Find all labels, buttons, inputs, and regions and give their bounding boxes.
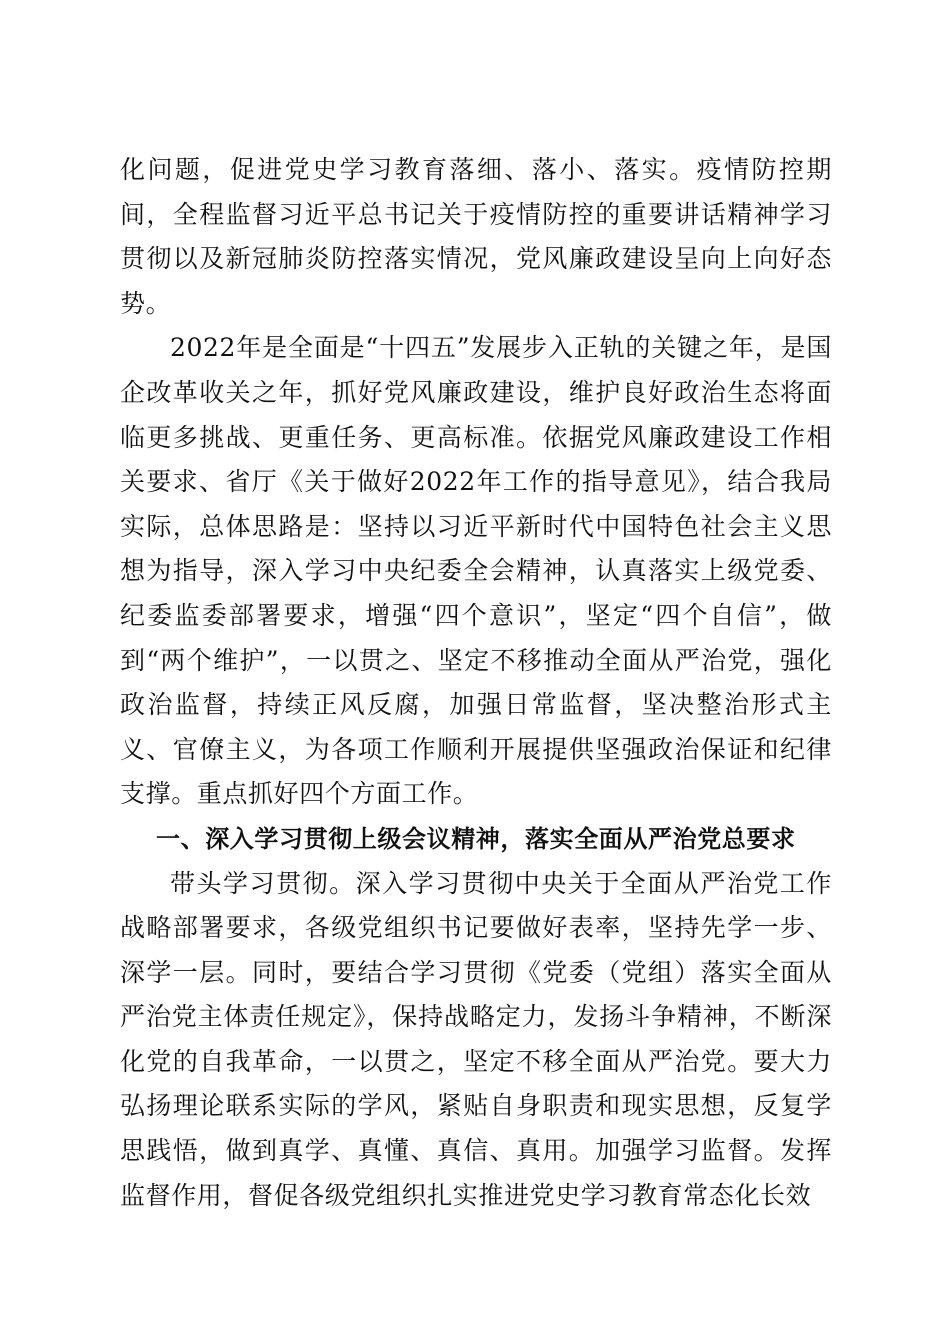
- paragraph-section-body: 带头学习贯彻。深入学习贯彻中央关于全面从严治党工作战略部署要求，各级党组织书记要做好表率，坚持先学一步、深学一层。同时，要结合学习贯彻《党委（党组）落实全面从严治党主体责任规定》，保持战略定力，发扬斗争精神，不断深化党的自我革命，一以贯之，坚定不移全面从严治党。要大力弘扬理论联系实际的学风，紧贴自身职责和现实思想，反复学思践悟，做到真学、真懂、真信、真用。加强学习监督。发挥监督作用，督促各级党组织扎实推进党史学习教育常态化长效: [120, 868, 832, 1210]
- paragraph-overview: 2022年是全面是“十四五”发展步入正轨的关键之年，是国企改革收关之年，抓好党风廉政建设，维护良好政治生态将面临更多挑战、更重任务、更高标准。依据党风廉政建设工作相关要求、省厅《关于做好2022年工作的指导意见》，结合我局实际，总体思路是：坚持以习近平新时代中国特色社会主义思想为指导，深入学习中央纪委全会精神，认真落实上级党委、纪委监委部署要求，增强“四个意识”，坚定“四个自信”，做到“两个维护”，一以贯之、坚定不移推动全面从严治党，强化政治监督，持续正风反腐，加强日常监督，坚决整治形式主义、官僚主义，为各项工作顺利开展提供坚强政治保证和纪律支撑。重点抓好四个方面工作。: [120, 333, 832, 809]
- section-heading: 一、深入学习贯彻上级会议精神，落实全面从严治党总要求: [156, 824, 796, 853]
- paragraph-continuation: 化问题，促进党史学习教育落细、落小、落实。疫情防控期间，全程监督习近平总书记关于疫情防控的重要讲话精神学习贯彻以及新冠肺炎防控落实情况，党风廉政建设呈向上向好态势。: [120, 155, 832, 318]
- document-page: [120, 148, 832, 1218]
